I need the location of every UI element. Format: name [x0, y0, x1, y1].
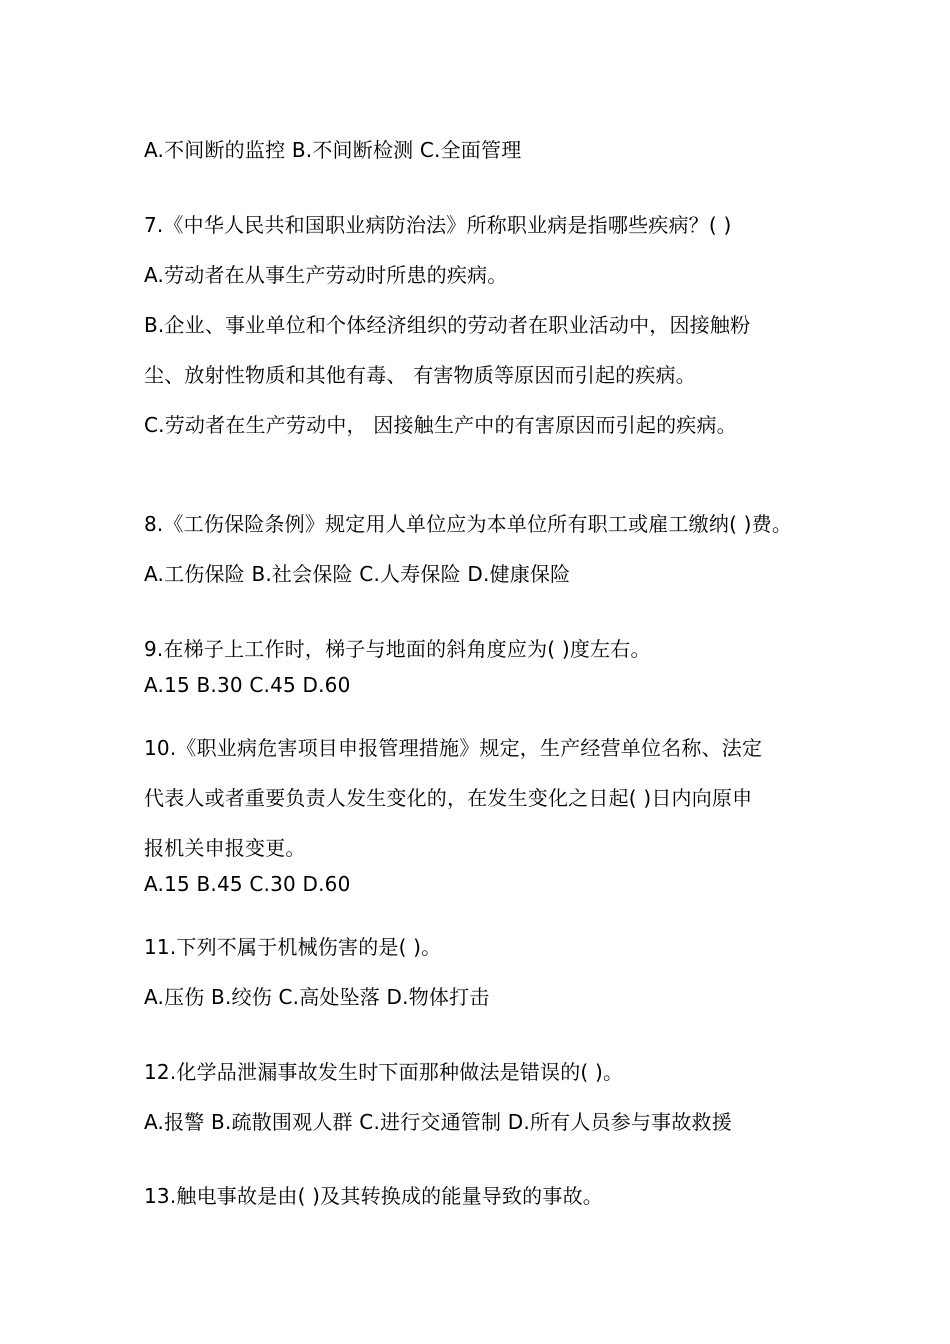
q6-options: A.不间断的监控 B.不间断检测 C.全面管理	[144, 138, 522, 162]
q10-options: A.15 B.45 C.30 D.60	[144, 872, 351, 896]
q12-options: A.报警 B.疏散围观人群 C.进行交通管制 D.所有人员参与事故救援	[144, 1110, 732, 1134]
q9-options: A.15 B.30 C.45 D.60	[144, 673, 351, 697]
q10-question-line1: 10.《职业病危害项目申报管理措施》规定，生产经营单位名称、法定	[144, 736, 763, 760]
q11-question: 11.下列不属于机械伤害的是( )。	[144, 935, 442, 959]
q7-option-c: C.劳动者在生产劳动中， 因接触生产中的有害原因而引起的疾病。	[144, 413, 737, 437]
q9-question: 9.在梯子上工作时，梯子与地面的斜角度应为( )度左右。	[144, 637, 651, 661]
q7-option-b-line2: 尘、放射性物质和其他有毒、 有害物质等原因而引起的疾病。	[144, 363, 696, 387]
q8-question: 8.《工伤保险条例》规定用人单位应为本单位所有职工或雇工缴纳( )费。	[144, 512, 793, 536]
q11-options: A.压伤 B.绞伤 C.高处坠落 D.物体打击	[144, 985, 490, 1009]
q10-question-line3: 报机关申报变更。	[144, 836, 306, 860]
q7-question: 7.《中华人民共和国职业病防治法》所称职业病是指哪些疾病？( )	[144, 213, 732, 237]
q13-question: 13.触电事故是由( )及其转换成的能量导致的事故。	[144, 1184, 603, 1208]
q12-question: 12.化学品泄漏事故发生时下面那种做法是错误的( )。	[144, 1060, 624, 1084]
q7-option-a: A.劳动者在从事生产劳动时所患的疾病。	[144, 263, 508, 287]
q7-option-b-line1: B.企业、事业单位和个体经济组织的劳动者在职业活动中，因接触粉	[144, 313, 751, 337]
q10-question-line2: 代表人或者重要负责人发生变化的，在发生变化之日起( )日内向原申	[144, 786, 753, 810]
q8-options: A.工伤保险 B.社会保险 C.人寿保险 D.健康保险	[144, 562, 571, 586]
